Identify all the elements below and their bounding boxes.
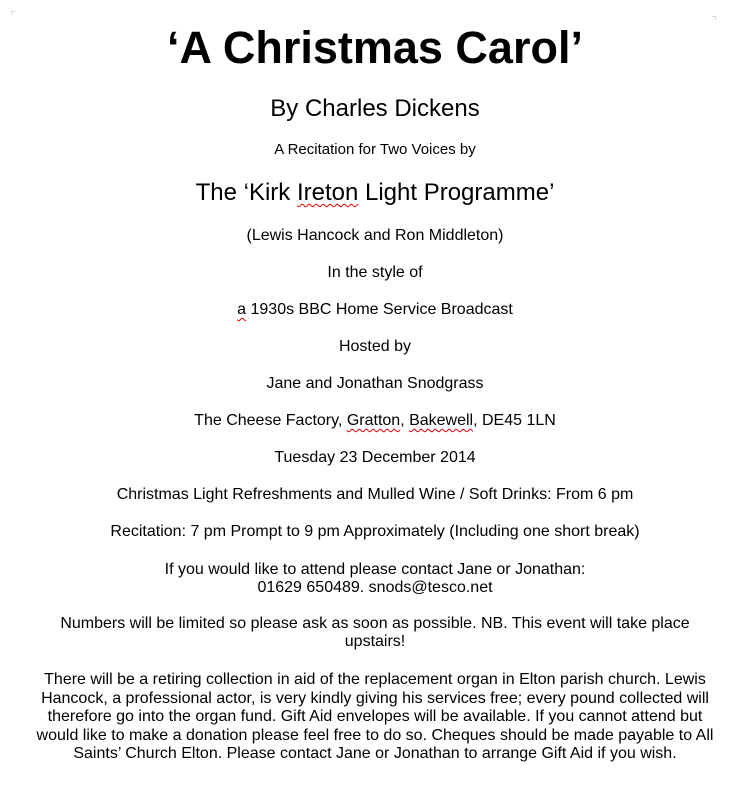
event-date: Tuesday 23 December 2014 — [274, 449, 476, 466]
spellcheck-word-gratton: Gratton — [346, 412, 401, 429]
subtitle-line: A Recitation for Two Voices by — [274, 141, 476, 158]
venue-line — [0, 411, 750, 431]
spellcheck-word-bakewell: Bakewell — [409, 412, 474, 429]
venue-prefix: The Cheese Factory, — [194, 412, 347, 429]
recitation-times-line: Recitation: 7 pm Prompt to 9 pm Approximately (Including one short break) — [110, 523, 640, 540]
hosted-by-line: Hosted by — [338, 338, 412, 355]
refreshments-line: Christmas Light Refreshments and Mulled Wine / Soft Drinks: From 6 pm — [116, 486, 634, 503]
contact-block — [0, 561, 750, 597]
page-corner-mark — [11, 11, 15, 15]
spellcheck-word-ireton: Ireton — [296, 179, 359, 206]
broadcast-line — [0, 300, 750, 320]
contact-line-1: If you would like to attend please contact Jane or Jonathan: — [164, 561, 586, 578]
page-corner-mark — [712, 16, 716, 20]
style-of-line: In the style of — [327, 264, 423, 281]
hosts-line: Jane and Jonathan Snodgrass — [266, 375, 484, 392]
group-name-prefix: The ‘Kirk — [195, 179, 297, 206]
group-name-suffix: Light Programme’ — [358, 179, 555, 206]
spellcheck-word-a: a — [237, 301, 247, 318]
venue-comma: , — [400, 412, 410, 429]
broadcast-rest: 1930s BBC Home Service Broadcast — [246, 301, 513, 318]
collection-note: There will be a retiring collection in aid of the replacement organ in Elton parish church. Lewis Hancock, a professional actor, is very kindly giving his services free; every pound collected will therefore go into the organ fund. Gift Aid envelopes will be available. If you cannot attend but would like to make a donation please feel free to do so. Cheques should be made payable to All Saints’ Church Elton. Please contact Jane or Jonathan to arrange Gift Aid if you wish. — [36, 671, 714, 762]
document-title: ‘A Christmas Carol’ — [167, 22, 583, 73]
contact-line-2: 01629 650489. snods@tesco.net — [257, 579, 493, 596]
numbers-note: Numbers will be limited so please ask as soon as possible. NB. This event will take place upstairs! — [60, 615, 690, 650]
group-name — [0, 178, 750, 208]
venue-suffix: , DE45 1LN — [473, 412, 556, 429]
performers-line: (Lewis Hancock and Ron Middleton) — [246, 227, 504, 244]
author-line: By Charles Dickens — [270, 95, 480, 122]
